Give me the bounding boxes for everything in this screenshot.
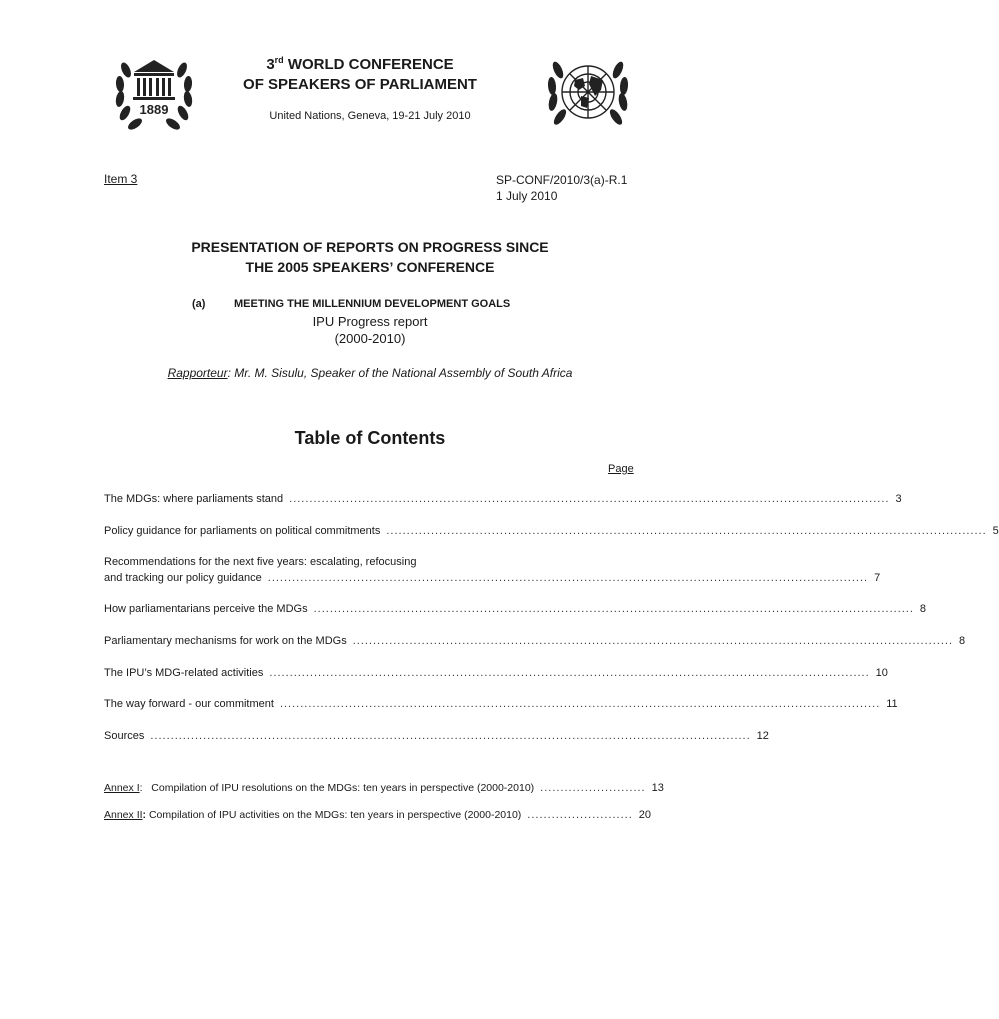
annex-label: Annex II [104,809,143,821]
toc-entry-page: 11 [886,698,898,710]
leader-dots: .................................................................................................................................................... [279,698,881,710]
conference-subtitle: United Nations, Geneva, 19-21 July 2010 [269,110,471,122]
toc-entry-text: Policy guidance for parliaments on political commitments [104,525,381,537]
rapporteur [0,366,740,380]
leader-dots: .................................................................................................................................................... [267,572,869,584]
ordinal-suffix: rd [274,55,284,65]
reference-code: SP-CONF/2010/3(a)-R.1 [496,173,628,187]
annex-page: 20 [638,809,652,821]
document-date: 1 July 2010 [496,189,558,203]
title-line1: WORLD CONFERENCE [283,56,454,73]
annex-text: Compilation of IPU resolutions on the MDGs: ten years in perspective (2000-2010) [151,782,535,794]
progress-report [0,313,740,347]
leader-dots: .................................................................................................................................................... [269,667,870,679]
toc-entry[interactable] [104,525,999,541]
section-title: MEETING THE MILLENNIUM DEVELOPMENT GOALS [234,298,511,310]
toc-page-header: Page [608,463,634,475]
annex-label: Annex I [104,782,140,794]
toc-entry-text: The MDGs: where parliaments stand [104,493,284,505]
toc-entry[interactable] [104,635,966,651]
toc-entry-text-line1: Recommendations for the next five years: escalating, refocusing [104,556,417,568]
toc-entry-text: The way forward - our commitment [104,698,274,710]
toc-entry[interactable] [104,556,881,588]
rapporteur-label: Rapporteur [167,366,228,380]
toc-entry-text: Parliamentary mechanisms for work on the MDGs [104,635,347,647]
toc-title: Table of Contents [294,428,446,448]
toc-annex[interactable] [104,782,664,798]
toc-entry-page: 12 [756,730,769,742]
section-heading [192,298,510,310]
leader-dots: .......................... [540,782,646,794]
toc-entry-page: 10 [875,667,888,679]
toc-entry-page: 8 [959,635,966,647]
leader-dots: .................................................................................................................................................... [313,603,914,615]
toc-entry-text: Sources [104,730,145,742]
toc-entry-page: 3 [895,493,902,505]
section-label: (a) [192,298,206,310]
annex-sep: : [139,782,143,794]
toc-entry-page: 7 [874,572,881,584]
annex-page: 13 [651,782,664,794]
toc-entry[interactable] [104,603,927,619]
toc-annex[interactable] [104,809,652,825]
leader-dots: .................................................................................................................................................... [289,493,890,505]
report-period: (2000-2010) [334,331,406,346]
presentation-title [0,237,740,277]
leader-dots: .................................................................................................................................................... [150,730,751,742]
annex-text: Compilation of IPU activities on the MDGs: ten years in perspective (2000-2010) [148,809,522,821]
toc-entry-page: 5 [992,525,999,537]
conference-title [0,55,720,95]
annex-sep: : [142,809,147,821]
toc-entry-page: 8 [919,603,927,615]
toc-entry[interactable] [104,698,898,714]
presentation-line2: THE 2005 SPEAKERS’ CONFERENCE [245,259,495,275]
document-reference [496,172,627,204]
ordinal-number: 3 [266,56,275,73]
title-line2: OF SPEAKERS OF PARLIAMENT [243,76,477,93]
toc-entry-text: How parliamentarians perceive the MDGs [104,603,308,615]
toc-entry-text: The IPU’s MDG-related activities [104,667,264,679]
toc-entry-text: and tracking our policy guidance [104,572,262,584]
rapporteur-text: Mr. M. Sisulu, Speaker of the National Assembly of South Africa [230,366,573,380]
leader-dots: .................................................................................................................................................... [386,525,987,537]
toc-entry[interactable] [104,730,769,746]
logo-year: 1889 [139,102,169,117]
leader-dots: .................................................................................................................................................... [352,635,953,647]
item-number: Item 3 [104,172,138,186]
report-name: IPU Progress report [312,314,428,329]
rapporteur-colon: : [227,366,231,380]
toc-entry[interactable] [104,493,902,509]
presentation-line1: PRESENTATION OF REPORTS ON PROGRESS SINCE [191,239,549,255]
toc-entry[interactable] [104,667,888,683]
leader-dots: .......................... [527,809,633,821]
